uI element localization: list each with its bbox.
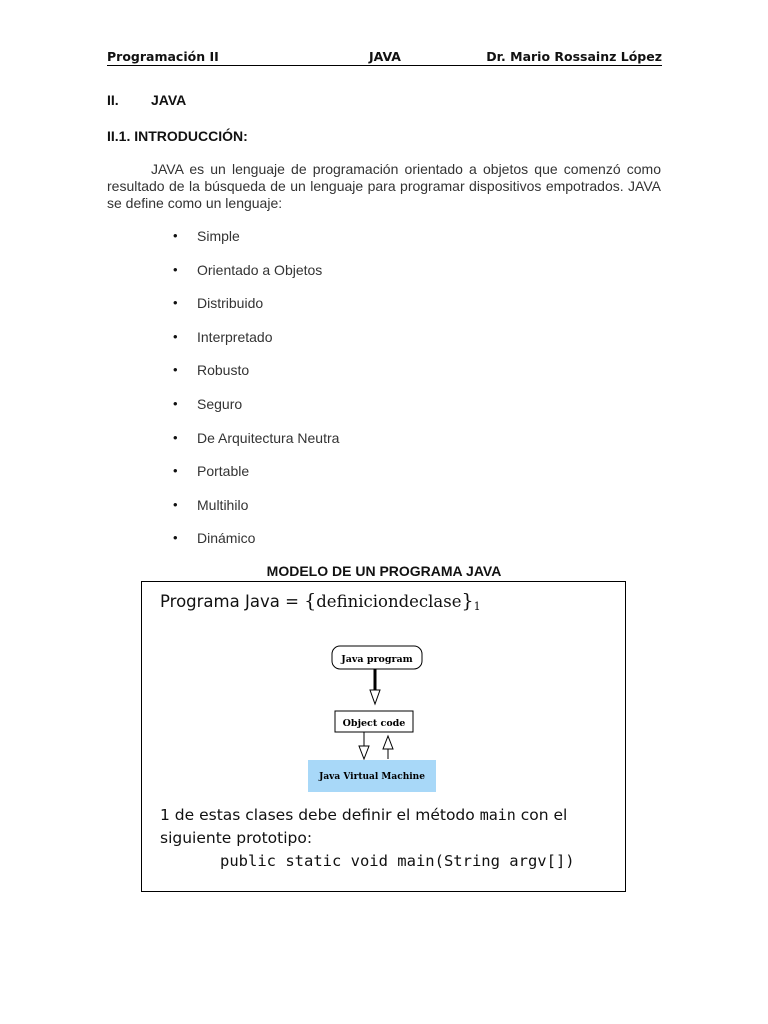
bullet-icon: • (173, 429, 178, 445)
list-item (173, 495, 339, 529)
list-item (173, 327, 339, 361)
bullet-icon: • (173, 362, 178, 378)
feature-label: Distribuido (197, 295, 264, 312)
feature-label: Robusto (197, 362, 250, 379)
feature-label: Orientado a Objetos (197, 261, 323, 278)
section-name: JAVA (151, 92, 187, 108)
header-course: Programación II (107, 49, 219, 64)
bullet-icon: • (173, 228, 178, 243)
main-prototype: public static void main(String argv[]) (220, 852, 575, 870)
bullet-icon: • (173, 496, 178, 512)
subsection-title: II.1. INTRODUCCIÓN: (107, 128, 248, 144)
feature-label: De Arquitectura Neutra (197, 429, 340, 446)
list-item (173, 293, 339, 327)
bullet-icon: • (173, 463, 178, 479)
feature-label: Multihilo (197, 496, 249, 513)
section-number: II. (107, 92, 119, 108)
formula-subscript: 1 (473, 600, 481, 613)
feature-label: Simple (197, 228, 240, 244)
feature-list (173, 226, 339, 562)
model-figure (141, 581, 626, 892)
bullet-icon: • (173, 530, 178, 546)
list-item (173, 428, 339, 462)
header-author: Dr. Mario Rossainz López (486, 49, 662, 64)
compile-arrow-head (370, 690, 380, 704)
feature-label: Dinámico (197, 530, 256, 547)
bullet-icon: • (173, 328, 178, 344)
feature-label: Interpretado (197, 328, 273, 345)
intro-paragraph: JAVA es un lenguaje de programación orientado a objetos que comenzó como resultado de la búsqueda de un lenguaje para programar dispositivos empotrados. JAVA se define como un lenguaje: (107, 161, 661, 211)
formula-content: definiciondeclase (316, 592, 462, 611)
description-text-start: 1 de estas clases debe definir el método (160, 806, 480, 824)
list-item (173, 528, 339, 562)
object-code-label: Object code (342, 718, 406, 729)
feature-label: Portable (197, 463, 250, 480)
page-header (107, 49, 662, 66)
down-arrow-head (359, 746, 369, 759)
up-arrow-head (383, 736, 393, 749)
description-text-end: con el siguiente prototipo: (160, 806, 568, 847)
header-topic: JAVA (369, 49, 401, 64)
formula-lhs: Programa Java = (160, 592, 299, 611)
java-program-label: Java program (341, 654, 413, 665)
bullet-icon: • (173, 261, 178, 277)
list-item (173, 260, 339, 294)
list-item (173, 226, 339, 260)
description-code: main (479, 806, 516, 824)
list-item (173, 360, 339, 394)
model-title: MODELO DE UN PROGRAMA JAVA (266, 563, 502, 579)
feature-label: Seguro (197, 395, 243, 412)
bullet-icon: • (173, 295, 178, 311)
list-item (173, 394, 339, 428)
formula-open-brace: { (304, 590, 317, 612)
jvm-label: Java Virtual Machine (319, 772, 425, 782)
section-title (107, 92, 186, 108)
bullet-icon: • (173, 395, 178, 411)
formula-close-brace: } (461, 590, 474, 612)
list-item (173, 461, 339, 495)
model-description (160, 804, 630, 850)
